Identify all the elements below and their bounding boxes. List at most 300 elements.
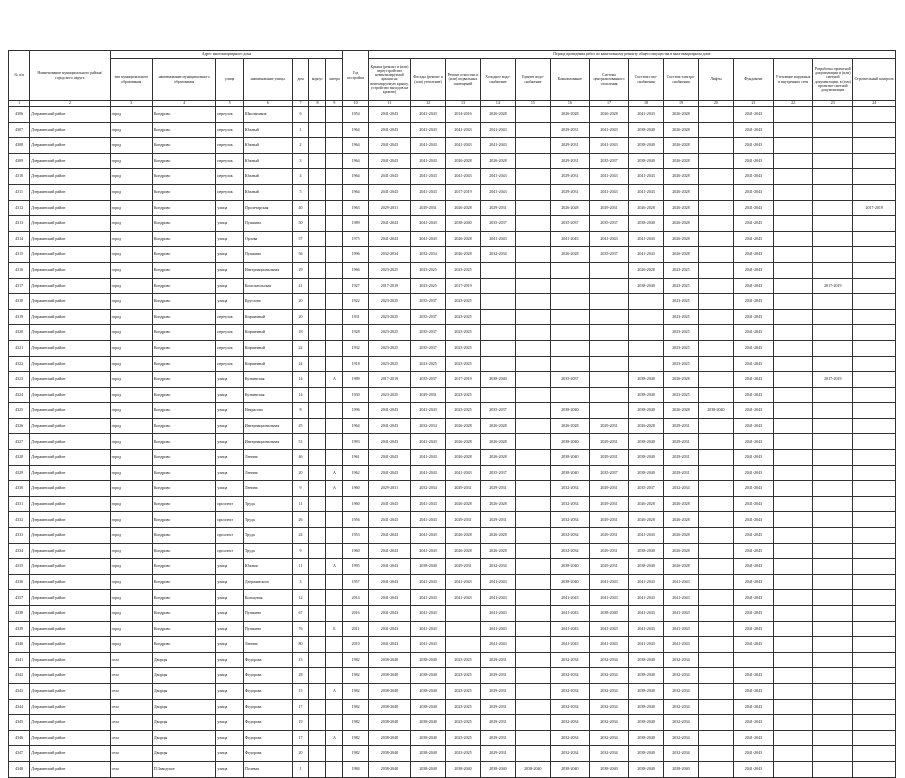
facade-period-cell: 2038-2040 — [411, 559, 446, 575]
table-row — [9, 543, 896, 559]
column-number: 12 — [411, 101, 446, 107]
electric-period-cell: 2023-2025 — [664, 309, 699, 325]
sewerage-period-cell: 2041-2043 — [550, 621, 589, 637]
house-cell: 51 — [292, 434, 309, 450]
settlement-type-cell: город — [110, 153, 152, 169]
house-cell: 14 — [292, 372, 309, 388]
gas-period-cell: 2038-2040 — [629, 761, 664, 777]
wall-insulation-period-cell — [774, 278, 813, 294]
building-cell — [309, 138, 326, 154]
gas-period-cell: 2041-2043 — [629, 621, 664, 637]
lift-period-cell — [698, 543, 733, 559]
gas-period-cell: 2041-2043 — [629, 590, 664, 606]
settlement-type-cell: город — [110, 184, 152, 200]
house-cell: 80 — [292, 637, 309, 653]
hot-water-period-cell — [515, 715, 550, 731]
settlement-cell: Кондрово — [152, 340, 215, 356]
row-number: 4338 — [9, 606, 30, 622]
street-name-cell: Пушкина — [243, 606, 292, 622]
gas-period-cell — [629, 325, 664, 341]
street-type-cell: переулок — [216, 122, 244, 138]
col-header: Год постройки — [343, 51, 368, 101]
wall-insulation-period-cell — [774, 746, 813, 762]
lift-period-cell — [698, 481, 733, 497]
year-cell: 1982 — [343, 652, 368, 668]
sewerage-period-cell — [550, 340, 589, 356]
settlement-type-cell: город — [110, 122, 152, 138]
sewerage-period-cell: 2041-2043 — [550, 231, 589, 247]
table-row — [9, 418, 896, 434]
street-type-cell: переулок — [216, 309, 244, 325]
roof-period-cell: 2041-2043 — [368, 512, 410, 528]
year-cell: 1996 — [343, 247, 368, 263]
settlement-cell: Кондрово — [152, 418, 215, 434]
supervision-period-cell — [853, 138, 896, 154]
supervision-period-cell — [853, 668, 896, 684]
house-cell: 67 — [292, 606, 309, 622]
project-docs-period-cell — [813, 107, 853, 123]
year-cell: 1953 — [343, 528, 368, 544]
wall-insulation-period-cell — [774, 107, 813, 123]
district-cell: Дзержинский район — [30, 122, 110, 138]
heating-period-cell: 2029-2031 — [589, 543, 628, 559]
wall-insulation-period-cell — [774, 715, 813, 731]
sewerage-period-cell: 2038-2040 — [550, 559, 589, 575]
year-cell: 1993 — [343, 434, 368, 450]
heating-period-cell: 2029-2031 — [589, 512, 628, 528]
cold-water-period-cell — [480, 340, 515, 356]
settlement-type-cell: город — [110, 574, 152, 590]
building-cell — [309, 699, 326, 715]
sewerage-period-cell: 2026-2028 — [550, 107, 589, 123]
row-number: 4328 — [9, 450, 30, 466]
street-type-cell: улица — [216, 621, 244, 637]
year-cell: 1960 — [343, 481, 368, 497]
col-header: наименование муниципального образования — [152, 59, 215, 101]
col-header: литера — [326, 59, 343, 101]
wall-insulation-period-cell — [774, 496, 813, 512]
house-cell: 17 — [292, 699, 309, 715]
row-number: 4323 — [9, 372, 30, 388]
table-row — [9, 559, 896, 575]
settlement-type-cell: город — [110, 387, 152, 403]
cold-water-period-cell: 2041-2043 — [480, 590, 515, 606]
foundation-period-cell: 2041-2043 — [733, 465, 773, 481]
cold-water-period-cell: 2041-2043 — [480, 606, 515, 622]
wall-insulation-period-cell — [774, 418, 813, 434]
district-cell: Дзержинский район — [30, 559, 110, 575]
street-name-cell: Кирпичный — [243, 325, 292, 341]
lift-period-cell — [698, 746, 733, 762]
street-type-cell: улица — [216, 715, 244, 731]
table-row — [9, 372, 896, 388]
settlement-cell: Кондрово — [152, 356, 215, 372]
year-cell: 2016 — [343, 606, 368, 622]
basement-period-cell — [446, 621, 481, 637]
street-type-cell: улица — [216, 481, 244, 497]
foundation-period-cell: 2041-2043 — [733, 169, 773, 185]
project-docs-period-cell — [813, 668, 853, 684]
supervision-period-cell — [853, 340, 896, 356]
district-cell: Дзержинский район — [30, 138, 110, 154]
heating-period-cell: 2029-2031 — [589, 418, 628, 434]
row-number: 4334 — [9, 543, 30, 559]
year-cell: 1982 — [343, 746, 368, 762]
supervision-period-cell — [853, 621, 896, 637]
street-type-cell: улица — [216, 247, 244, 263]
electric-period-cell: 2026-2028 — [664, 559, 699, 575]
house-cell: 28 — [292, 668, 309, 684]
supervision-period-cell — [853, 356, 896, 372]
settlement-type-cell: село — [110, 761, 152, 777]
lift-period-cell — [698, 262, 733, 278]
electric-period-cell: 2029-2031 — [664, 434, 699, 450]
settlement-cell: Кондрово — [152, 184, 215, 200]
electric-period-cell: 2023-2025 — [664, 325, 699, 341]
project-docs-period-cell — [813, 294, 853, 310]
project-docs-period-cell — [813, 169, 853, 185]
sewerage-period-cell: 2029-2031 — [550, 184, 589, 200]
col-header: дом — [292, 59, 309, 101]
street-type-cell: проспект — [216, 512, 244, 528]
street-name-cell: Пушкина — [243, 216, 292, 232]
column-number: 9 — [326, 101, 343, 107]
facade-period-cell: 2023-2025 — [411, 278, 446, 294]
supervision-period-cell — [853, 107, 896, 123]
district-cell: Дзержинский район — [30, 200, 110, 216]
foundation-period-cell: 2041-2043 — [733, 294, 773, 310]
settlement-type-cell: город — [110, 418, 152, 434]
street-name-cell: Интернациональная — [243, 434, 292, 450]
settlement-type-cell: город — [110, 325, 152, 341]
col-header: наименование улицы — [243, 59, 292, 101]
heating-period-cell: 2035-2037 — [589, 247, 628, 263]
electric-period-cell: 2023-2025 — [664, 262, 699, 278]
col-header: Система централизованного отопления — [589, 59, 628, 101]
street-type-cell: переулок — [216, 340, 244, 356]
settlement-type-cell: город — [110, 278, 152, 294]
foundation-period-cell: 2041-2043 — [733, 746, 773, 762]
letter-cell — [326, 387, 343, 403]
house-cell: 9 — [292, 543, 309, 559]
street-name-cell: Кирпичный — [243, 340, 292, 356]
column-number: 6 — [243, 101, 292, 107]
table-row — [9, 621, 896, 637]
letter-cell — [326, 606, 343, 622]
building-cell — [309, 169, 326, 185]
basement-period-cell: 2023-2025 — [446, 730, 481, 746]
column-number: 15 — [515, 101, 550, 107]
letter-cell — [326, 746, 343, 762]
supervision-period-cell — [853, 325, 896, 341]
letter-cell — [326, 512, 343, 528]
project-docs-period-cell — [813, 325, 853, 341]
cold-water-period-cell: 2026-2028 — [480, 434, 515, 450]
lift-period-cell — [698, 730, 733, 746]
building-cell — [309, 340, 326, 356]
building-cell — [309, 107, 326, 123]
street-name-cell: Интернациональная — [243, 418, 292, 434]
facade-period-cell: 2041-2043 — [411, 543, 446, 559]
electric-period-cell: 2023-2025 — [664, 356, 699, 372]
gas-period-cell: 2041-2043 — [629, 169, 664, 185]
street-name-cell: Кирпичный — [243, 309, 292, 325]
hot-water-period-cell — [515, 496, 550, 512]
settlement-cell: Кондрово — [152, 637, 215, 653]
letter-cell — [326, 122, 343, 138]
street-name-cell: Федорова — [243, 746, 292, 762]
row-number: 4340 — [9, 637, 30, 653]
heating-period-cell: 2032-2034 — [589, 715, 628, 731]
house-cell: 20 — [292, 746, 309, 762]
wall-insulation-period-cell — [774, 434, 813, 450]
street-name-cell: Южный — [243, 122, 292, 138]
table-row — [9, 652, 896, 668]
cold-water-period-cell: 2029-2031 — [480, 683, 515, 699]
electric-period-cell: 2026-2028 — [664, 153, 699, 169]
year-cell: 1982 — [343, 730, 368, 746]
street-type-cell: улица — [216, 761, 244, 777]
year-cell: 1960 — [343, 543, 368, 559]
settlement-cell: Кондрово — [152, 590, 215, 606]
district-cell: Дзержинский район — [30, 107, 110, 123]
project-docs-period-cell — [813, 200, 853, 216]
heating-period-cell: 2041-2043 — [589, 184, 628, 200]
lift-period-cell — [698, 761, 733, 777]
settlement-cell: Дворцы — [152, 683, 215, 699]
lift-period-cell — [698, 528, 733, 544]
basement-period-cell: 2023-2025 — [446, 309, 481, 325]
foundation-period-cell: 2041-2043 — [733, 559, 773, 575]
electric-period-cell: 2032-2034 — [664, 481, 699, 497]
settlement-cell: Кондрово — [152, 200, 215, 216]
heating-period-cell: 2032-2034 — [589, 668, 628, 684]
roof-period-cell: 2041-2043 — [368, 528, 410, 544]
cold-water-period-cell: 2026-2028 — [480, 496, 515, 512]
basement-period-cell: 2029-2031 — [446, 512, 481, 528]
house-cell: 41 — [292, 278, 309, 294]
street-type-cell: улица — [216, 606, 244, 622]
building-cell — [309, 496, 326, 512]
building-cell — [309, 200, 326, 216]
basement-period-cell: 2023-2025 — [446, 715, 481, 731]
district-cell: Дзержинский район — [30, 418, 110, 434]
electric-period-cell: 2041-2043 — [664, 637, 699, 653]
electric-period-cell: 2026-2028 — [664, 200, 699, 216]
letter-cell — [326, 496, 343, 512]
district-cell: Дзержинский район — [30, 621, 110, 637]
district-cell: Дзержинский район — [30, 340, 110, 356]
wall-insulation-period-cell — [774, 652, 813, 668]
facade-period-cell: 2035-2037 — [411, 309, 446, 325]
cold-water-period-cell — [480, 356, 515, 372]
electric-period-cell: 2026-2028 — [664, 184, 699, 200]
heating-period-cell: 2041-2043 — [589, 590, 628, 606]
column-number: 3 — [110, 101, 152, 107]
supervision-period-cell — [853, 403, 896, 419]
table-row — [9, 278, 896, 294]
foundation-period-cell: 2041-2043 — [733, 278, 773, 294]
house-cell: 2 — [292, 138, 309, 154]
basement-period-cell: 2026-2028 — [446, 418, 481, 434]
foundation-period-cell: 2041-2043 — [733, 606, 773, 622]
wall-insulation-period-cell — [774, 372, 813, 388]
sewerage-period-cell — [550, 325, 589, 341]
settlement-cell: Кондрово — [152, 543, 215, 559]
lift-period-cell — [698, 418, 733, 434]
cold-water-period-cell: 2026-2028 — [480, 450, 515, 466]
building-cell — [309, 450, 326, 466]
hot-water-period-cell — [515, 340, 550, 356]
project-docs-period-cell — [813, 418, 853, 434]
settlement-type-cell: город — [110, 465, 152, 481]
roof-period-cell: 2041-2043 — [368, 465, 410, 481]
project-docs-period-cell — [813, 122, 853, 138]
supervision-period-cell — [853, 574, 896, 590]
heating-period-cell: 2029-2031 — [589, 200, 628, 216]
settlement-type-cell: город — [110, 169, 152, 185]
sewerage-period-cell: 2029-2031 — [550, 122, 589, 138]
electric-period-cell: 2029-2031 — [664, 418, 699, 434]
gas-period-cell: 2038-2040 — [629, 278, 664, 294]
basement-period-cell: 2026-2028 — [446, 450, 481, 466]
table-row — [9, 668, 896, 684]
table-row — [9, 247, 896, 263]
table-row — [9, 325, 896, 341]
facade-period-cell: 2023-2025 — [411, 262, 446, 278]
district-cell: Дзержинский район — [30, 434, 110, 450]
district-cell: Дзержинский район — [30, 169, 110, 185]
wall-insulation-period-cell — [774, 216, 813, 232]
letter-cell: А — [326, 559, 343, 575]
gas-period-cell: 2038-2040 — [629, 652, 664, 668]
foundation-period-cell: 2041-2043 — [733, 574, 773, 590]
hot-water-period-cell — [515, 574, 550, 590]
roof-period-cell: 2029-2031 — [368, 200, 410, 216]
facade-period-cell: 2032-2034 — [411, 247, 446, 263]
letter-cell — [326, 231, 343, 247]
basement-period-cell: 2041-2043 — [446, 590, 481, 606]
facade-period-cell: 2041-2043 — [411, 216, 446, 232]
facade-period-cell: 2041-2043 — [411, 512, 446, 528]
electric-period-cell: 2026-2028 — [664, 216, 699, 232]
street-type-cell: улица — [216, 403, 244, 419]
sewerage-period-cell: 2038-2040 — [550, 574, 589, 590]
letter-cell — [326, 637, 343, 653]
street-type-cell: проспект — [216, 496, 244, 512]
lift-period-cell — [698, 574, 733, 590]
heating-period-cell: 2032-2034 — [589, 746, 628, 762]
sewerage-period-cell — [550, 294, 589, 310]
hot-water-period-cell — [515, 122, 550, 138]
house-cell: 56 — [292, 247, 309, 263]
roof-period-cell: 2023-2025 — [368, 356, 410, 372]
gas-period-cell: 2026-2028 — [629, 512, 664, 528]
foundation-period-cell: 2041-2043 — [733, 481, 773, 497]
heating-period-cell — [589, 262, 628, 278]
settlement-cell: Кондрово — [152, 621, 215, 637]
lift-period-cell — [698, 294, 733, 310]
letter-cell: А — [326, 465, 343, 481]
roof-period-cell: 2038-2040 — [368, 699, 410, 715]
settlement-cell: Кондрово — [152, 465, 215, 481]
project-docs-period-cell — [813, 621, 853, 637]
period-group-header: Период проведения работ по капитальному ремонту общего имущества в многоквартирном доме — [368, 51, 895, 59]
electric-period-cell: 2032-2034 — [664, 683, 699, 699]
roof-period-cell: 2017-2019 — [368, 372, 410, 388]
house-cell: 24 — [292, 528, 309, 544]
basement-period-cell: 2041-2043 — [446, 138, 481, 154]
settlement-cell: Кондрово — [152, 122, 215, 138]
project-docs-period-cell — [813, 761, 853, 777]
house-cell: 4 — [292, 169, 309, 185]
roof-period-cell: 2023-2025 — [368, 387, 410, 403]
heating-period-cell: 2041-2043 — [589, 231, 628, 247]
basement-period-cell: 2041-2043 — [446, 169, 481, 185]
roof-period-cell: 2023-2025 — [368, 325, 410, 341]
street-type-cell: проспект — [216, 528, 244, 544]
hot-water-period-cell — [515, 668, 550, 684]
district-cell: Дзержинский район — [30, 652, 110, 668]
supervision-period-cell — [853, 262, 896, 278]
foundation-period-cell: 2041-2043 — [733, 668, 773, 684]
cold-water-period-cell: 2029-2031 — [480, 481, 515, 497]
building-cell — [309, 606, 326, 622]
settlement-type-cell: город — [110, 528, 152, 544]
letter-cell — [326, 184, 343, 200]
column-number: 23 — [813, 101, 853, 107]
building-cell — [309, 262, 326, 278]
project-docs-period-cell — [813, 746, 853, 762]
letter-cell — [326, 340, 343, 356]
gas-period-cell: 2026-2028 — [629, 200, 664, 216]
district-cell: Дзержинский район — [30, 699, 110, 715]
street-type-cell: переулок — [216, 325, 244, 341]
basement-period-cell: 2023-2025 — [446, 683, 481, 699]
street-type-cell: переулок — [216, 138, 244, 154]
project-docs-period-cell — [813, 153, 853, 169]
foundation-period-cell: 2041-2043 — [733, 247, 773, 263]
street-name-cell: Труда — [243, 528, 292, 544]
hot-water-period-cell — [515, 107, 550, 123]
cold-water-period-cell: 2041-2043 — [480, 184, 515, 200]
house-cell: 1 — [292, 122, 309, 138]
settlement-cell: Дворцы — [152, 730, 215, 746]
foundation-period-cell: 2041-2043 — [733, 372, 773, 388]
district-cell: Дзержинский район — [30, 496, 110, 512]
electric-period-cell: 2032-2034 — [664, 715, 699, 731]
sewerage-period-cell: 2032-2034 — [550, 543, 589, 559]
street-name-cell: Труда — [243, 543, 292, 559]
year-cell: 2014 — [343, 590, 368, 606]
district-cell: Дзержинский район — [30, 262, 110, 278]
letter-cell — [326, 278, 343, 294]
settlement-type-cell: город — [110, 481, 152, 497]
supervision-period-cell — [853, 418, 896, 434]
lift-period-cell — [698, 372, 733, 388]
year-cell: 2011 — [343, 621, 368, 637]
gas-period-cell: 2038-2040 — [629, 668, 664, 684]
letter-cell — [326, 138, 343, 154]
street-name-cell: Труда — [243, 512, 292, 528]
basement-period-cell: 2026-2028 — [446, 231, 481, 247]
heating-period-cell: 2029-2031 — [589, 481, 628, 497]
column-number: 14 — [480, 101, 515, 107]
district-cell: Дзержинский район — [30, 574, 110, 590]
row-number: 4339 — [9, 621, 30, 637]
electric-period-cell: 2023-2025 — [664, 340, 699, 356]
street-name-cell: Кирпичный — [243, 356, 292, 372]
